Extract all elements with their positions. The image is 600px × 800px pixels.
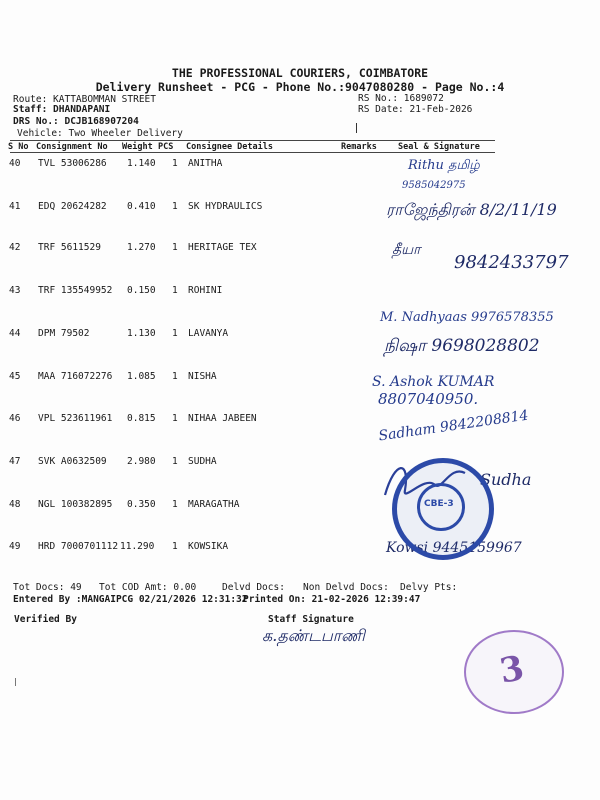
row-weight: 0.410 <box>127 201 156 212</box>
row-consignee: NIHAA JABEEN <box>188 413 257 424</box>
row-consignee: SK HYDRAULICS <box>188 201 263 212</box>
row-weight: 1.140 <box>127 158 156 169</box>
row-sno: 40 <box>9 158 21 169</box>
office-seal-stamp <box>392 458 494 560</box>
row-weight: 0.350 <box>127 499 156 510</box>
rs-date: RS Date: 21-Feb-2026 <box>358 104 473 115</box>
row-consignment: NGL 100382895 <box>38 499 113 510</box>
row-weight: 0.150 <box>127 285 156 296</box>
total-cod-amount: Tot COD Amt: 0.00 <box>99 582 197 593</box>
drs-number: DRS No.: DCJB168907204 <box>13 116 139 127</box>
signature-handwriting: ராஜேந்திரன் 8/2/11/19 <box>386 200 557 219</box>
row-consignee: ROHINI <box>188 285 223 296</box>
row-sno: 42 <box>9 242 21 253</box>
total-docs: Tot Docs: 49 <box>13 582 82 593</box>
rs-number: RS No.: 1689072 <box>358 93 444 104</box>
staff-signature-handwriting: க.தண்டபாணி <box>262 626 365 645</box>
staff-signature-label: Staff Signature <box>268 614 354 625</box>
col-seal-signature: Seal & Signature <box>398 142 480 152</box>
row-weight: 1.085 <box>127 371 156 382</box>
row-consignment: VPL 523611961 <box>38 413 113 424</box>
col-weight: Weight <box>122 142 153 152</box>
col-consignment: Consignment No <box>36 142 108 152</box>
row-pcs: 1 <box>172 413 178 424</box>
vehicle-label: Vehicle: Two Wheeler Delivery <box>17 128 183 139</box>
row-pcs: 1 <box>172 201 178 212</box>
row-sno: 44 <box>9 328 21 339</box>
row-consignee: SUDHA <box>188 456 217 467</box>
col-sno: S No <box>8 142 29 152</box>
delivered-docs: Delvd Docs: <box>222 582 285 593</box>
row-consignment: SVK A0632509 <box>38 456 107 467</box>
row-consignee: NISHA <box>188 371 217 382</box>
header-divider <box>356 123 359 133</box>
row-weight: 1.130 <box>127 328 156 339</box>
row-pcs: 1 <box>172 285 178 296</box>
office-seal-inner-ring <box>417 483 465 531</box>
row-weight: 1.270 <box>127 242 156 253</box>
row-consignment: MAA 716072276 <box>38 371 113 382</box>
row-sno: 41 <box>9 201 21 212</box>
entered-by: Entered By :MANGAIPCG 02/21/2026 12:31:32 <box>13 594 248 605</box>
row-pcs: 1 <box>172 541 178 552</box>
row-pcs: 1 <box>172 158 178 169</box>
delivery-points: Delvy Pts: <box>400 582 458 593</box>
row-sno: 46 <box>9 413 21 424</box>
row-consignee: LAVANYA <box>188 328 229 339</box>
col-pcs: PCS <box>158 142 174 152</box>
row-pcs: 1 <box>172 242 178 253</box>
signature-handwriting: தீயா <box>392 242 421 258</box>
signature-phone: 9842433797 <box>454 252 569 273</box>
margin-mark <box>15 678 16 686</box>
row-sno: 47 <box>9 456 21 467</box>
row-weight: 2.980 <box>127 456 156 467</box>
route-label: Route: KATTABOMMAN STREET <box>13 94 156 105</box>
office-seal-text: CBE-3 <box>424 499 454 509</box>
company-name: THE PROFESSIONAL COURIERS, COIMBATORE <box>171 66 429 80</box>
row-consignment: TRF 135549952 <box>38 285 113 296</box>
row-sno: 45 <box>9 371 21 382</box>
row-consignment: DPM 79502 <box>38 328 90 339</box>
col-remarks: Remarks <box>341 142 377 152</box>
header-rule-top <box>10 140 495 141</box>
verified-by-label: Verified By <box>14 614 77 625</box>
row-pcs: 1 <box>172 371 178 382</box>
row-pcs: 1 <box>172 456 178 467</box>
corner-stamp-digit: 3 <box>496 648 527 692</box>
signature-handwriting: M. Nadhyaas 9976578355 <box>380 310 554 325</box>
col-consignee: Consignee Details <box>186 142 273 152</box>
printed-on: Printed On: 21-02-2026 12:39:47 <box>243 594 421 605</box>
signature-handwriting: Rithu தமிழ் <box>408 158 480 173</box>
signature-handwriting: நிஷா 9698028802 <box>384 336 540 356</box>
row-consignee: ANITHA <box>188 158 223 169</box>
signature-handwriting: S. Ashok KUMAR <box>372 374 495 390</box>
signature-handwriting: Sudha <box>480 470 532 489</box>
document-title: Delivery Runsheet - PCG - Phone No.:9047080280 - Page No.:4 <box>95 80 505 94</box>
row-sno: 48 <box>9 499 21 510</box>
row-sno: 43 <box>9 285 21 296</box>
signature-phone: 8807040950. <box>378 390 479 408</box>
row-consignee: KOWSIKA <box>188 541 229 552</box>
signature-handwriting: Sadham 9842208814 <box>377 407 530 445</box>
header-rule-bottom <box>10 152 495 153</box>
row-pcs: 1 <box>172 499 178 510</box>
corner-stamp <box>464 630 564 714</box>
row-consignment: TVL 53006286 <box>38 158 107 169</box>
row-consignment: HRD 7000701112 <box>38 541 119 552</box>
row-pcs: 1 <box>172 328 178 339</box>
row-weight: 11.290 <box>120 541 155 552</box>
row-consignment: TRF 5611529 <box>38 242 101 253</box>
row-consignment: EDQ 20624282 <box>38 201 107 212</box>
row-sno: 49 <box>9 541 21 552</box>
signature-phone: 9585042975 <box>402 180 466 191</box>
staff-label: Staff: DHANDAPANI <box>13 104 111 115</box>
signature-handwriting: Kowsi 9445159967 <box>386 540 522 556</box>
row-consignee: HERITAGE TEX <box>188 242 257 253</box>
non-delivered-docs: Non Delvd Docs: <box>303 582 389 593</box>
row-consignee: MARAGATHA <box>188 499 240 510</box>
row-weight: 0.815 <box>127 413 156 424</box>
